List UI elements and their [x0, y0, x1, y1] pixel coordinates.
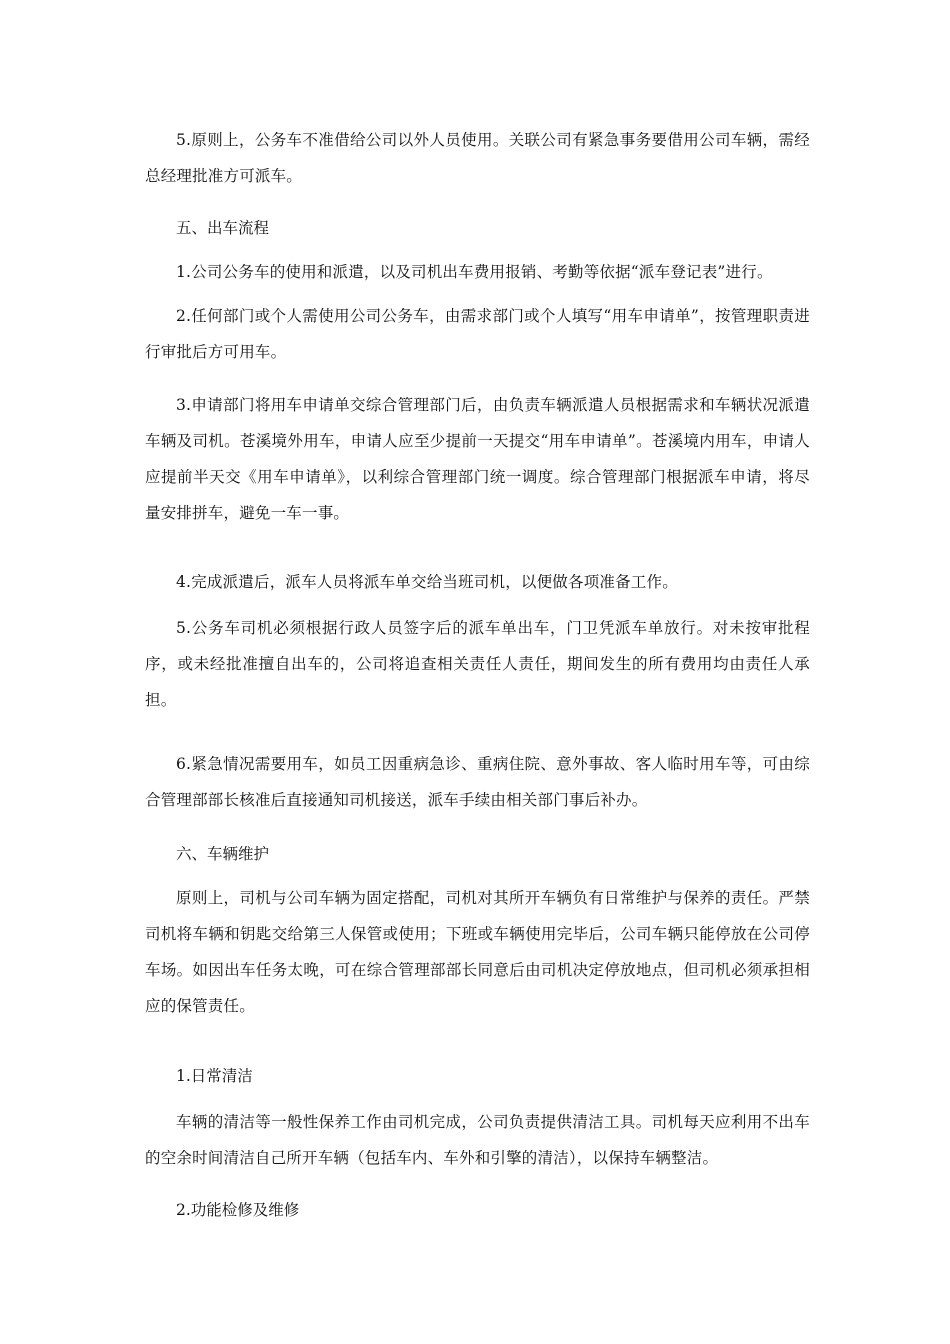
paragraph-dispatch-5: 5.公务车司机必须根据行政人员签字后的派车单出车，门卫凭派车单放行。对未按审批程序，或未经批准擅自出车的，公司将追查相关责任人责任，期间发生的所有费用均由责任人承担。 [145, 619, 810, 709]
paragraph-dispatch-2: 2.任何部门或个人需使用公司公务车，由需求部门或个人填写“用车申请单”，按管理职责进行审批后方可用车。 [145, 307, 810, 361]
paragraph-dispatch-6: 6.紧急情况需要用车，如员工因重病急诊、重病住院、意外事故、客人临时用车等，可由综合管理部部长核准后直接通知司机接送，派车手续由相关部门事后补办。 [145, 755, 810, 809]
paragraph-dispatch-1: 1.公司公务车的使用和派遣，以及司机出车费用报销、考勤等依据“派车登记表”进行。 [176, 263, 773, 281]
paragraph-daily-cleaning: 车辆的清洁等一般性保养工作由司机完成，公司负责提供清洁工具。司机每天应利用不出车的空余时间清洁自己所开车辆（包括车内、车外和引擎的清洁），以保持车辆整洁。 [145, 1113, 810, 1167]
paragraph-rule-5-lending: 5.原则上，公务车不准借给公司以外人员使用。关联公司有紧急事务要借用公司车辆，需经总经理批准方可派车。 [145, 131, 810, 185]
paragraph-dispatch-3: 3.申请部门将用车申请单交综合管理部门后，由负责车辆派遣人员根据需求和车辆状况派遣车辆及司机。苍溪境外用车，申请人应至少提前一天提交“用车申请单”。苍溪境内用车，申请人应提前半天交《用车申请单》，以利综合管理部门统一调度。综合管理部门根据派车申请，将尽量安排拼车，避免一车一事。 [145, 396, 810, 522]
subheading-function-repair: 2.功能检修及维修 [176, 1201, 300, 1219]
paragraph-maintenance-principle: 原则上，司机与公司车辆为固定搭配，司机对其所开车辆负有日常维护与保养的责任。严禁司机将车辆和钥匙交给第三人保管或使用；下班或车辆使用完毕后，公司车辆只能停放在公司停车场。如因出车任务太晚，可在综合管理部部长同意后由司机决定停放地点，但司机必须承担相应的保管责任。 [145, 889, 810, 1015]
subheading-daily-cleaning: 1.日常清洁 [176, 1067, 253, 1085]
section-heading-vehicle-maintenance: 六、车辆维护 [176, 845, 270, 863]
paragraph-dispatch-4: 4.完成派遣后，派车人员将派车单交给当班司机，以便做各项准备工作。 [176, 573, 678, 591]
section-heading-dispatch-process: 五、出车流程 [176, 219, 270, 237]
